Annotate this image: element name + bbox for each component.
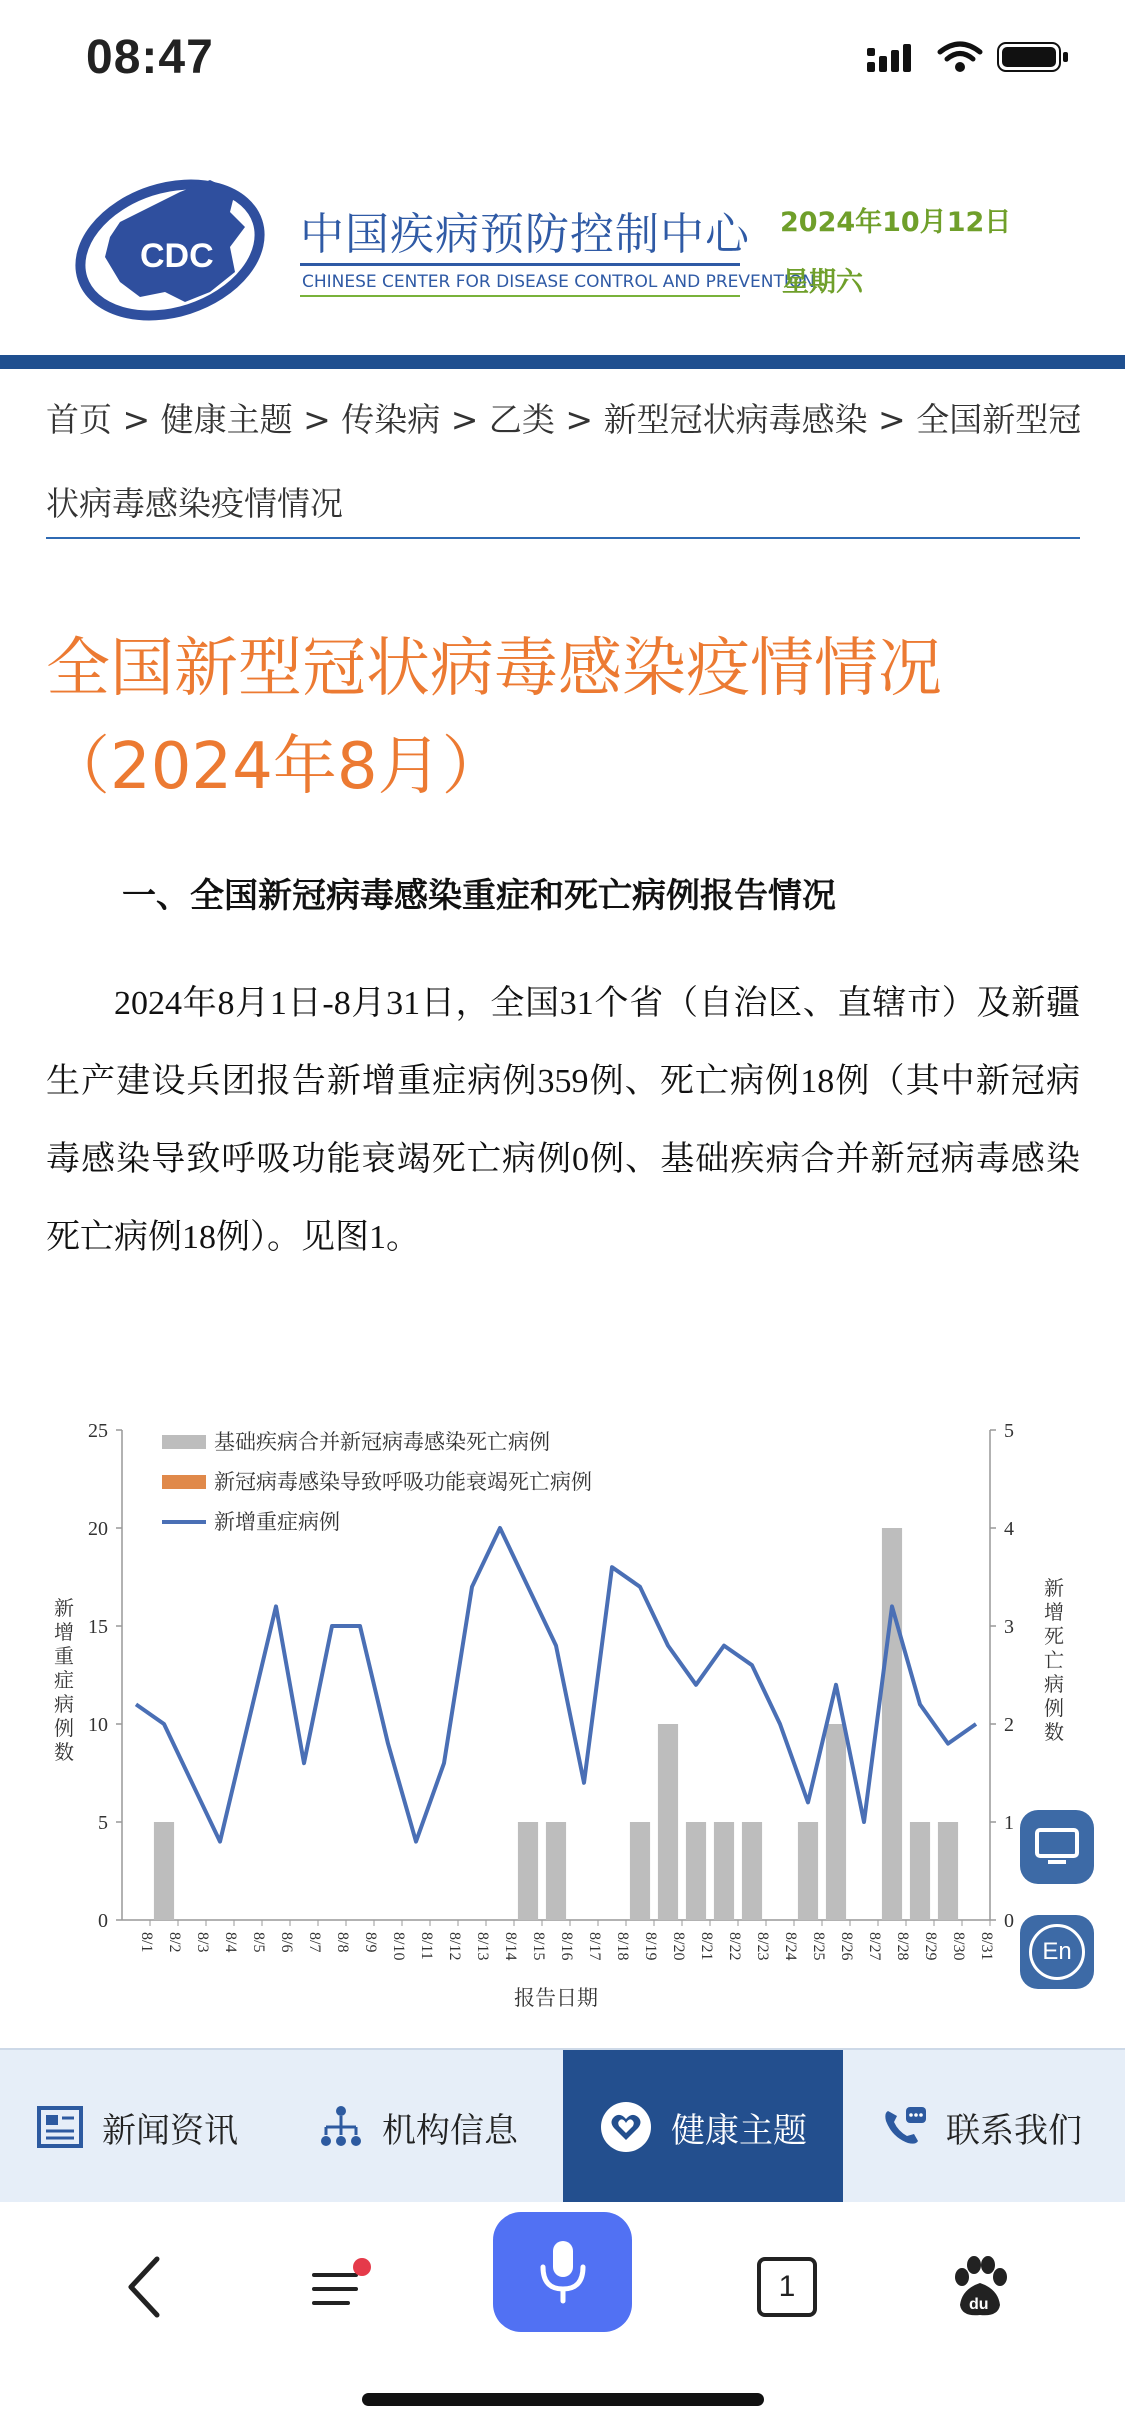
- desktop-view-button[interactable]: [1020, 1810, 1094, 1884]
- left-tick-label: 20: [88, 1518, 108, 1540]
- x-tick-label: 8/5: [250, 1932, 267, 1953]
- page-title-line1: 全国新型冠状病毒感染疫情情况: [46, 632, 942, 706]
- bar: [630, 1822, 650, 1920]
- chevron-left-icon: [125, 2255, 165, 2319]
- header-weekday: 星期六: [782, 267, 863, 298]
- news-icon: [36, 2105, 84, 2149]
- y-axis-label-left: 重: [54, 1644, 74, 1668]
- bar: [826, 1724, 846, 1920]
- x-tick-label: 8/8: [334, 1932, 351, 1953]
- page-title: [46, 620, 1086, 816]
- x-tick-label: 8/27: [866, 1932, 883, 1961]
- right-tick-label: 2: [1004, 1714, 1014, 1736]
- x-axis-label: 报告日期: [514, 1986, 598, 2010]
- x-tick-label: 8/28: [894, 1932, 911, 1961]
- breadcrumb-covid[interactable]: 新型冠状病毒感染: [603, 400, 868, 439]
- x-tick-label: 8/13: [474, 1932, 491, 1961]
- legend-label: 新冠病毒感染导致呼吸功能衰竭死亡病例: [214, 1470, 592, 1494]
- bar: [546, 1822, 566, 1920]
- x-tick-label: 8/4: [222, 1932, 239, 1953]
- page-title-line2: （2024年8月）: [46, 730, 506, 804]
- x-tick-label: 8/17: [586, 1932, 603, 1961]
- bar: [154, 1822, 174, 1920]
- y-axis-label-right: 例: [1044, 1696, 1064, 1720]
- nav-contact[interactable]: [880, 2050, 1082, 2204]
- breadcrumb-current[interactable]: 全国新型冠状病毒感染疫情情况: [46, 400, 1082, 523]
- y-axis-label-left: 增: [54, 1620, 74, 1644]
- x-tick-label: 8/16: [558, 1932, 575, 1961]
- breadcrumb-home[interactable]: 首页: [46, 400, 112, 439]
- nav-org[interactable]: [318, 2050, 518, 2204]
- x-tick-label: 8/15: [530, 1932, 547, 1961]
- breadcrumb-divider: [46, 537, 1080, 539]
- bar: [518, 1822, 538, 1920]
- monitor-icon: [1034, 1827, 1080, 1867]
- y-axis-label-left: 数: [54, 1740, 74, 1764]
- status-icons: [867, 40, 1069, 74]
- legend-swatch: [162, 1475, 206, 1489]
- voice-search-button[interactable]: [493, 2212, 632, 2332]
- back-button[interactable]: [110, 2252, 180, 2322]
- org-name-en: CHINESE CENTER FOR DISEASE CONTROL AND PREVENTION: [302, 272, 815, 292]
- nav-news-label: 新闻资讯: [102, 2110, 238, 2151]
- x-tick-label: 8/19: [642, 1932, 659, 1961]
- tab-count-icon: [757, 2257, 817, 2317]
- left-tick-label: 25: [88, 1420, 108, 1442]
- left-tick-label: 10: [88, 1714, 108, 1736]
- legend-label: 基础疾病合并新冠病毒感染死亡病例: [214, 1430, 550, 1454]
- tab-count: 1: [778, 2270, 796, 2303]
- right-tick-label: 4: [1004, 1518, 1014, 1540]
- x-tick-label: 8/12: [446, 1932, 463, 1961]
- right-tick-label: 3: [1004, 1616, 1014, 1638]
- legend-swatch: [162, 1435, 206, 1449]
- line-series-severe: [136, 1528, 976, 1842]
- status-bar: [0, 0, 1125, 120]
- bar: [882, 1528, 902, 1920]
- paragraph-text: 2024年8月1日-8月31日，全国31个省（自治区、直辖市）及新疆生产建设兵团报告新增重症病例359例、死亡病例18例（其中新冠病毒感染导致呼吸功能衰竭死亡病例0例、基础疾病合并新冠病毒感染死亡病例18例）。见图1。: [46, 985, 1080, 1256]
- wifi-icon: [937, 40, 983, 74]
- nav-news[interactable]: [36, 2050, 238, 2204]
- section-heading: 一、全国新冠病毒感染重症和死亡病例报告情况: [122, 876, 836, 916]
- x-tick-label: 8/18: [614, 1932, 631, 1961]
- menu-button[interactable]: [300, 2252, 380, 2322]
- y-axis-label-left: 新: [54, 1596, 74, 1620]
- x-tick-label: 8/11: [418, 1932, 435, 1960]
- nav-health-label: 健康主题: [671, 2110, 807, 2151]
- org-divider-green: [300, 295, 740, 297]
- y-axis-label-right: 亡: [1044, 1648, 1064, 1672]
- breadcrumb-health-topics[interactable]: 健康主题: [160, 400, 293, 439]
- nav-contact-label: 联系我们: [946, 2110, 1082, 2151]
- signal-icon: [867, 40, 923, 74]
- heart-icon: [599, 2100, 653, 2154]
- nav-health-topics[interactable]: [563, 2050, 843, 2204]
- baidu-label: du: [969, 2296, 989, 2313]
- y-axis-label-right: 死: [1044, 1624, 1064, 1648]
- menu-icon: [308, 2257, 372, 2317]
- y-axis-label-left: 例: [54, 1716, 74, 1740]
- home-indicator[interactable]: [362, 2393, 764, 2406]
- site-header: [0, 130, 1125, 355]
- x-tick-label: 8/26: [838, 1932, 855, 1961]
- y-axis-label-right: 病: [1044, 1672, 1064, 1696]
- phone-icon: [880, 2105, 928, 2149]
- right-tick-label: 1: [1004, 1812, 1014, 1834]
- bar: [686, 1822, 706, 1920]
- bar: [658, 1724, 678, 1920]
- bar: [910, 1822, 930, 1920]
- tabs-button[interactable]: [752, 2252, 822, 2322]
- x-tick-label: 8/30: [950, 1932, 967, 1961]
- status-time: 08:47: [86, 31, 214, 84]
- x-tick-label: 8/22: [726, 1932, 743, 1961]
- cdc-logo[interactable]: [70, 152, 280, 337]
- microphone-icon: [533, 2237, 593, 2307]
- nav-org-label: 机构信息: [382, 2110, 518, 2151]
- x-tick-label: 8/1: [138, 1932, 155, 1953]
- x-tick-label: 8/14: [502, 1932, 519, 1961]
- y-axis-label-right: 数: [1044, 1720, 1064, 1744]
- x-tick-label: 8/31: [978, 1932, 995, 1961]
- x-tick-label: 8/25: [810, 1932, 827, 1961]
- x-tick-label: 8/10: [390, 1932, 407, 1961]
- y-axis-label-left: 病: [54, 1692, 74, 1716]
- x-tick-label: 8/29: [922, 1932, 939, 1961]
- right-tick-label: 5: [1004, 1420, 1014, 1442]
- y-axis-label-left: 症: [54, 1668, 74, 1692]
- left-tick-label: 0: [98, 1910, 108, 1932]
- breadcrumb-infectious[interactable]: 传染病: [341, 400, 441, 439]
- header-date: 2024年10月12日: [780, 207, 1012, 238]
- x-tick-label: 8/24: [782, 1932, 799, 1961]
- y-axis-label-right: 增: [1044, 1600, 1064, 1624]
- header-bar: [0, 355, 1125, 369]
- bar: [714, 1822, 734, 1920]
- baidu-paw-icon: [948, 2255, 1012, 2319]
- bar: [798, 1822, 818, 1920]
- org-name-cn: 中国疾病预防控制中心: [300, 209, 750, 260]
- x-tick-label: 8/9: [362, 1932, 379, 1953]
- legend-label: 新增重症病例: [214, 1510, 340, 1534]
- x-tick-label: 8/2: [166, 1932, 183, 1953]
- right-tick-label: 0: [1004, 1910, 1014, 1932]
- left-tick-label: 15: [88, 1616, 108, 1638]
- logo-text: CDC: [140, 237, 214, 275]
- x-tick-label: 8/21: [698, 1932, 715, 1961]
- org-divider: [300, 263, 740, 266]
- battery-icon: [997, 40, 1069, 74]
- org-tree-icon: [318, 2105, 364, 2149]
- y-axis-label-right: 新: [1044, 1576, 1064, 1600]
- site-bottom-nav: [0, 2048, 1125, 2204]
- english-icon: [1029, 1924, 1085, 1980]
- baidu-button[interactable]: [940, 2247, 1020, 2327]
- english-button[interactable]: [1020, 1915, 1094, 1989]
- article-paragraph: [46, 965, 1080, 1277]
- x-tick-label: 8/7: [306, 1932, 323, 1953]
- english-label: En: [1042, 1938, 1072, 1965]
- left-tick-label: 5: [98, 1812, 108, 1834]
- breadcrumb: 首页 > 健康主题 > 传染病 > 乙类 > 新型冠状病毒感染 > 全国新型冠状病毒感染疫情情况: [46, 400, 1082, 523]
- x-tick-label: 8/3: [194, 1932, 211, 1953]
- bar: [742, 1822, 762, 1920]
- chart: [30, 1395, 1064, 2015]
- breadcrumb-class-b[interactable]: 乙类: [488, 400, 555, 439]
- x-tick-label: 8/23: [754, 1932, 771, 1961]
- x-tick-label: 8/20: [670, 1932, 687, 1961]
- bar: [938, 1822, 958, 1920]
- x-tick-label: 8/6: [278, 1932, 295, 1953]
